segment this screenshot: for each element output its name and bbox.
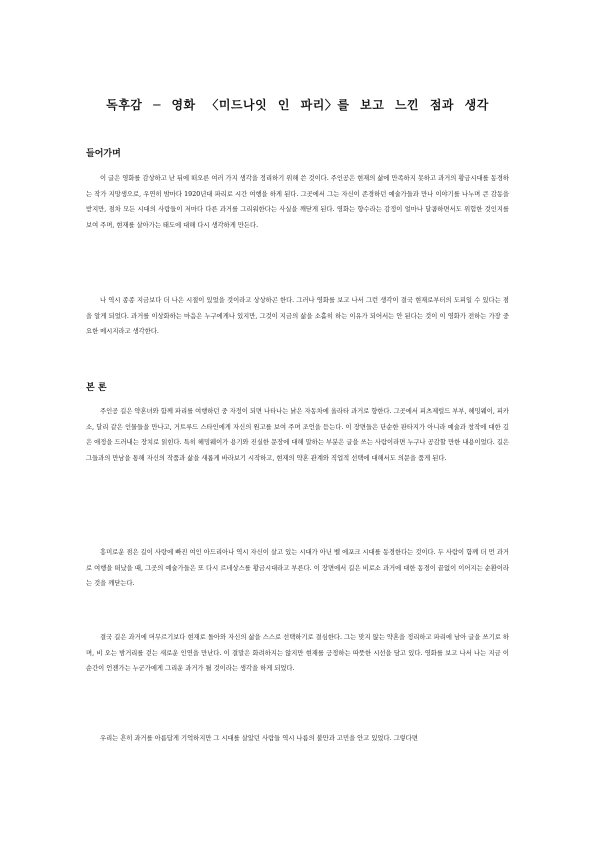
paragraph-2: 나 역시 종종 지금보다 더 나은 시절이 있었을 것이라고 상상하곤 한다. 그러나 영화를 보고 나서 그런 생각이 결국 현재로부터의 도피일 수 있다는 점을 알게 되었다. 과거를 이상화하는 마음은 누구에게나 있지만, 그것이 지금의 삶을 소홀히 하는 이유가 되어서는 안 된다는 것이 이 영화가 전하는 가장 중요한 메시지라고 생각한다.: [86, 297, 509, 336]
document-title: 독후감 ─ 영화 〈미드나잇 인 파리〉를 보고 느낀 점과 생각: [106, 98, 489, 112]
section-heading-intro: 들어가며: [86, 149, 121, 159]
paragraph-1: 이 글은 영화를 감상하고 난 뒤에 떠오른 여러 가지 생각을 정리하기 위해 쓴 것이다. 주인공은 현재의 삶에 만족하지 못하고 과거의 황금시대를 동경하는 작가 지망생으로, 우연히 밤마다 1920년대 파리로 시간 여행을 하게 된다. 그곳에서 그는 자신이 존경하던 예술가들과 만나 이야기를 나누며 큰 감동을 받지만, 점차 모든 시대의 사람들이 저마다 다른 과거를 그리워한다는 사실을 깨닫게 된다. 영화는 향수라는 감정이 얼마나 달콤하면서도 위험한 것인지를 보여 주며, 현재를 살아가는 태도에 대해 다시 생각하게 만든다.: [86, 175, 509, 229]
section-heading-body: 본 론: [86, 383, 107, 393]
paragraph-5: 결국 길은 과거에 머무르기보다 현재로 돌아와 자신의 삶을 스스로 선택하기로 결심한다. 그는 맞지 않는 약혼을 정리하고 파리에 남아 글을 쓰기로 하며, 비 오는 밤거리를 걷는 새로운 인연을 만난다. 이 결말은 화려하지는 않지만 현재를 긍정하는 따뜻한 시선을 담고 있다. 영화를 보고 나서 나는 지금 이 순간이 언젠가는 누군가에게 그리운 과거가 될 것이라는 생각을 하게 되었다.: [86, 634, 509, 673]
paragraph-4: 흥미로운 점은 길이 사랑에 빠진 여인 아드리아나 역시 자신이 살고 있는 시대가 아닌 벨 에포크 시대를 동경한다는 것이다. 두 사람이 함께 더 먼 과거로 여행을 떠났을 때, 그곳의 예술가들은 또 다시 르네상스를 황금시대라고 부른다. 이 장면에서 길은 비로소 과거에 대한 동경이 끝없이 이어지는 순환이라는 것을 깨닫는다.: [86, 549, 509, 588]
paragraph-6: 우리는 흔히 과거를 아름답게 기억하지만 그 시대를 살았던 사람들 역시 나름의 불만과 고민을 안고 있었다. 그렇다면: [100, 735, 418, 742]
paragraph-3: 주인공 길은 약혼녀와 함께 파리를 여행하던 중 자정이 되면 나타나는 낡은 자동차에 올라타 과거로 향한다. 그곳에서 피츠제럴드 부부, 헤밍웨이, 피카소, 달리 같은 인물들을 만나고, 거트루드 스타인에게 자신의 원고를 보여 주며 조언을 듣는다. 이 장면들은 단순한 판타지가 아니라 예술과 창작에 대한 깊은 애정을 드러내는 장치로 읽힌다. 특히 헤밍웨이가 용기와 진실한 문장에 대해 말하는 부분은 글을 쓰는 사람이라면 누구나 공감할 만한 내용이었다. 길은 그들과의 만남을 통해 자신의 작품과 삶을 새롭게 바라보기 시작하고, 현재의 약혼 관계와 직업적 선택에 대해서도 의문을 품게 된다.: [86, 408, 509, 462]
